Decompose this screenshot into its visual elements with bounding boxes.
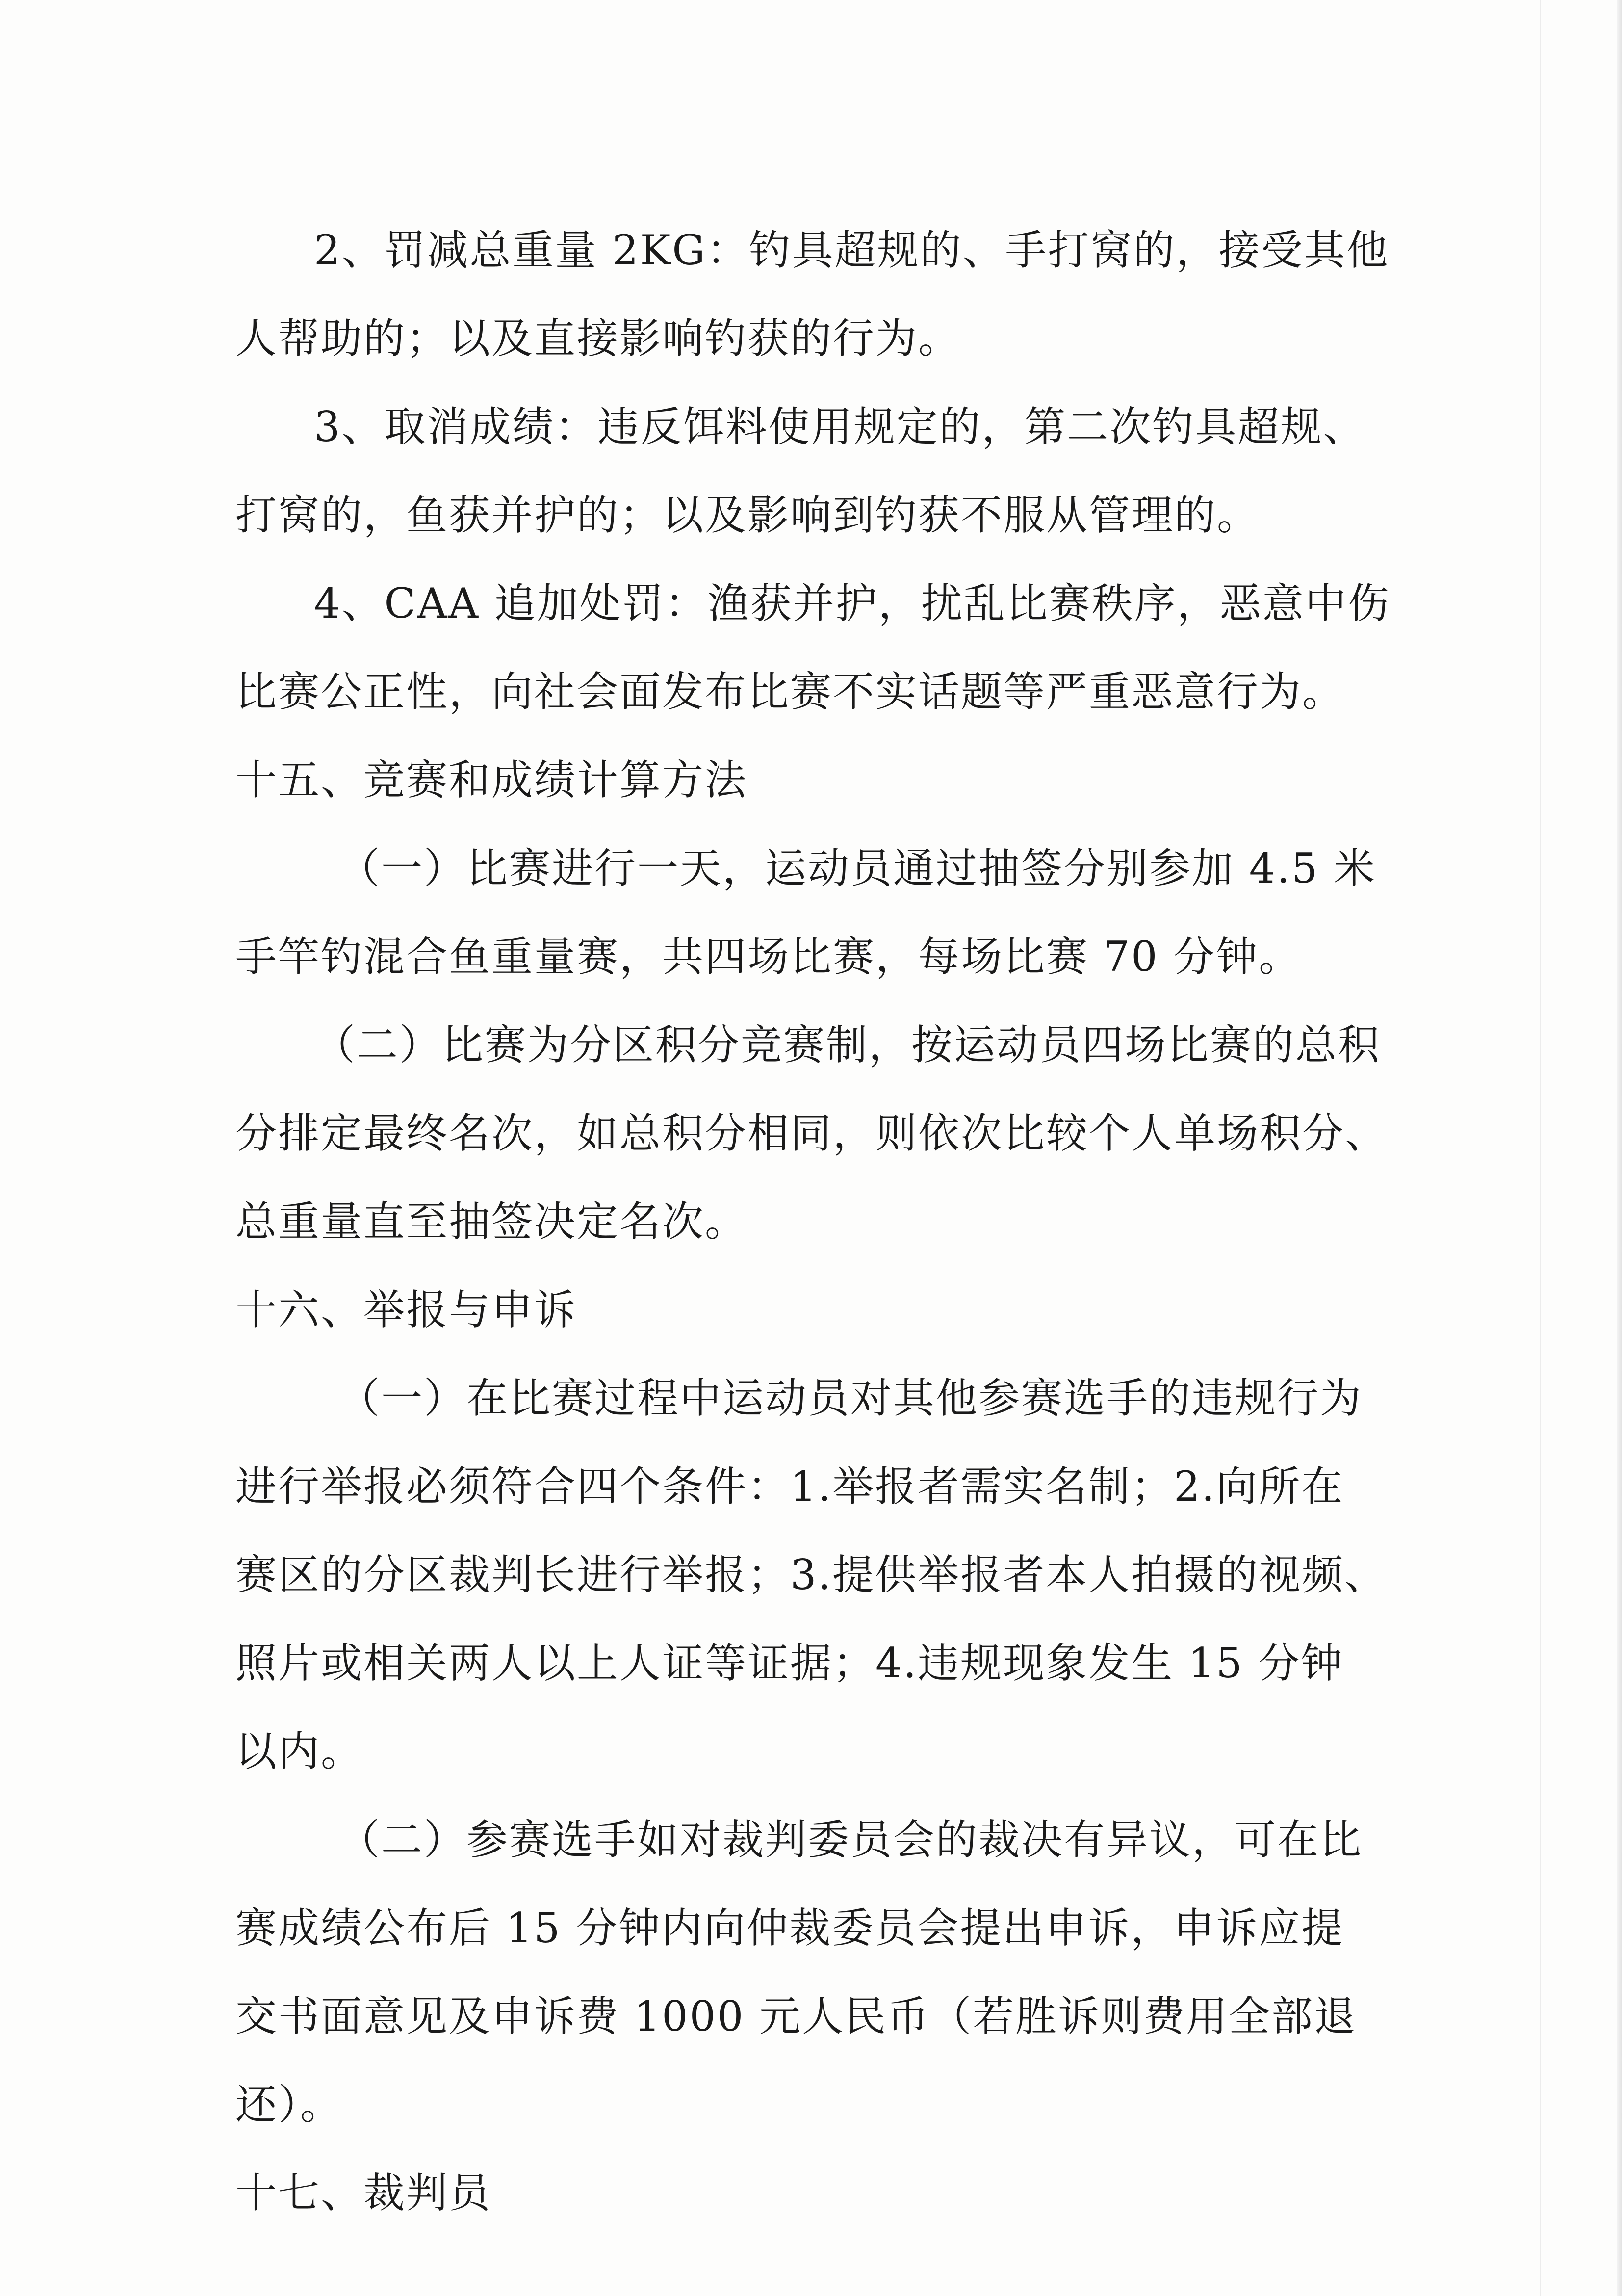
section-15-para-2-line-2: 分排定最终名次，如总积分相同，则依次比较个人单场积分、: [235, 1109, 1388, 1157]
section-heading-16: 十六、举报与申诉: [235, 1286, 577, 1334]
section-16-para-1-line-1: （一）在比赛过程中运动员对其他参赛选手的违规行为: [338, 1374, 1363, 1422]
rule-penalty-2-line-2: 人帮助的；以及直接影响钓获的行为。: [235, 314, 961, 363]
section-16-para-1-line-4: 照片或相关两人以上人证等证据；4.违规现象发生 15 分钟: [235, 1639, 1344, 1687]
section-16-para-1-line-3: 赛区的分区裁判长进行举报；3.提供举报者本人拍摄的视频、: [235, 1551, 1388, 1599]
rule-penalty-4-line-1: 4、CAA 追加处罚：渔获并护，扰乱比赛秩序，恶意中伤: [314, 579, 1390, 627]
rule-penalty-2-line-1: 2、罚减总重量 2KG：钓具超规的、手打窝的，接受其他: [314, 226, 1390, 274]
section-15-para-2-line-1: （二）比赛为分区积分竞赛制，按运动员四场比赛的总积: [314, 1021, 1381, 1069]
rule-penalty-3-line-2: 打窝的，鱼获并护的；以及影响到钓获不服从管理的。: [235, 491, 1260, 539]
section-16-para-2-line-2: 赛成绩公布后 15 分钟内向仲裁委员会提出申诉，申诉应提: [235, 1904, 1344, 1952]
section-16-para-2-line-1: （二）参赛选手如对裁判委员会的裁决有异议，可在比: [338, 1816, 1363, 1864]
section-16-para-2-line-4: 还）。: [235, 2081, 343, 2129]
section-16-para-1-line-5: 以内。: [235, 1727, 364, 1775]
rule-penalty-3-line-1: 3、取消成绩：违反饵料使用规定的，第二次钓具超规、: [314, 403, 1366, 451]
section-16-para-2-line-3: 交书面意见及申诉费 1000 元人民币（若胜诉则费用全部退: [235, 1992, 1357, 2040]
scan-artifact-line: [1540, 0, 1541, 2296]
section-15-para-1-line-1: （一）比赛进行一天，运动员通过抽签分别参加 4.5 米: [338, 844, 1376, 892]
section-15-para-1-line-2: 手竿钓混合鱼重量赛，共四场比赛，每场比赛 70 分钟。: [235, 933, 1302, 981]
section-16-para-1-line-2: 进行举报必须符合四个条件：1.举报者需实名制；2.向所在: [235, 1462, 1344, 1511]
scan-artifact-edge: [1617, 0, 1622, 2296]
section-15-para-2-line-3: 总重量直至抽签决定名次。: [235, 1198, 748, 1246]
rule-penalty-4-line-2: 比赛公正性，向社会面发布比赛不实话题等严重恶意行为。: [235, 668, 1345, 716]
section-heading-15: 十五、竞赛和成绩计算方法: [235, 756, 748, 804]
section-heading-17: 十七、裁判员: [235, 2169, 492, 2217]
